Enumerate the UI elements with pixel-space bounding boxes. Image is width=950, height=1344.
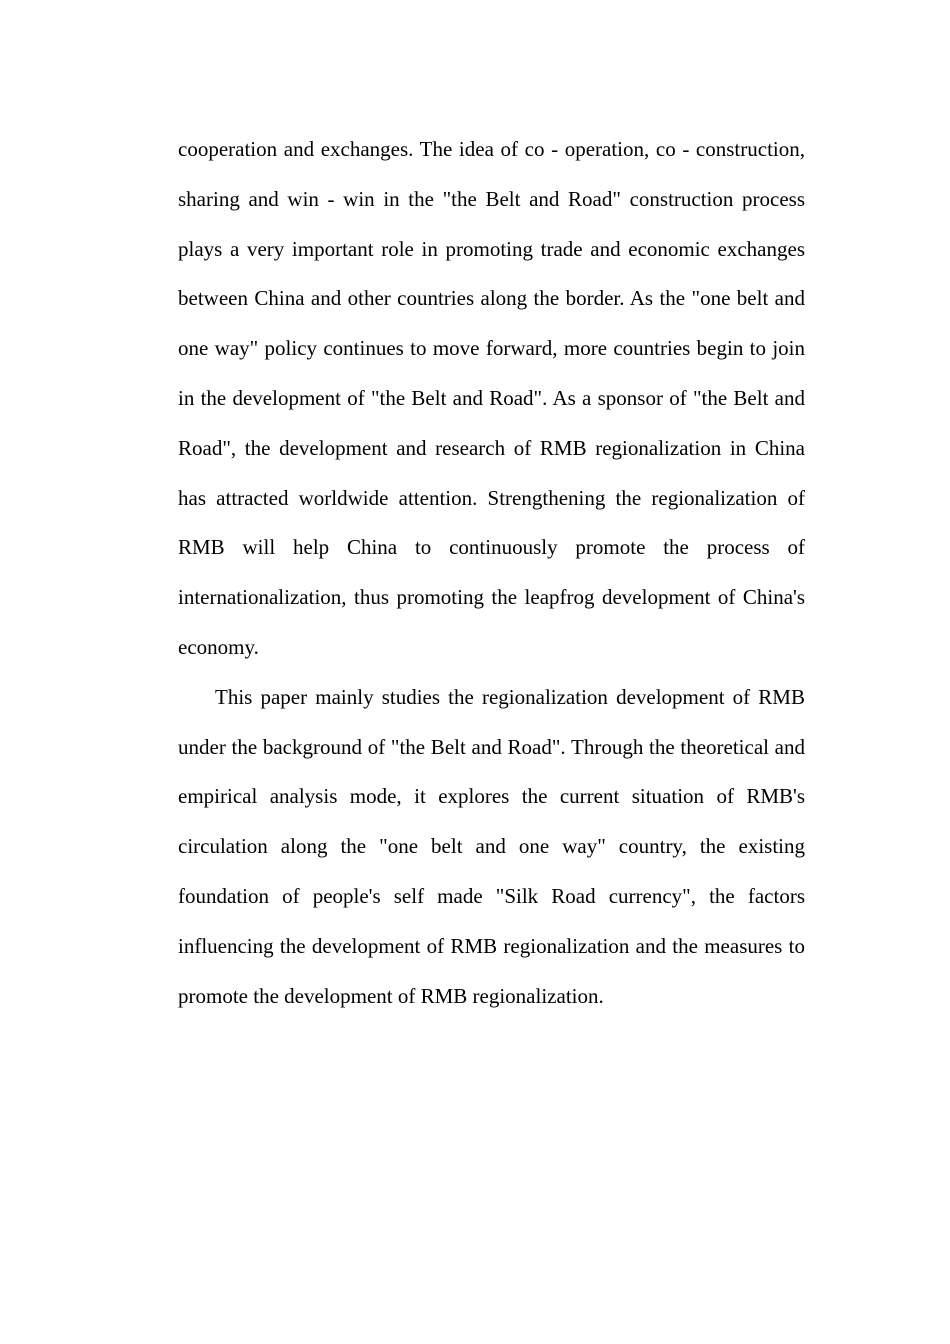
- paragraph-summary: This paper mainly studies the regionalization development of RMB under the background of "the Belt and Road". Through the theoretical and empirical analysis mode, it explores the current situation of RMB's circulation along the "one belt and one way" country, the existing foundation of people's self made "Silk Road currency", the factors influencing the development of RMB regionalization and the measures to promote the development of RMB regionalization.: [178, 684, 805, 1008]
- paragraph-continuation: cooperation and exchanges. The idea of co - operation, co - construction, sharing and win - win in the "the Belt and Road" construction process plays a very important role in promoting trade and economic exchanges between China and other countries along the border. As the "one belt and one way" policy continues to move forward, more countries begin to join in the development of "the Belt and Road". As a sponsor of "the Belt and Road", the development and research of RMB regionalization in China has attracted worldwide attention. Strengthening the regionalization of RMB will help China to continuously promote the process of internationalization, thus promoting the leapfrog development of China's economy.: [178, 137, 805, 659]
- body-text: [178, 125, 805, 1021]
